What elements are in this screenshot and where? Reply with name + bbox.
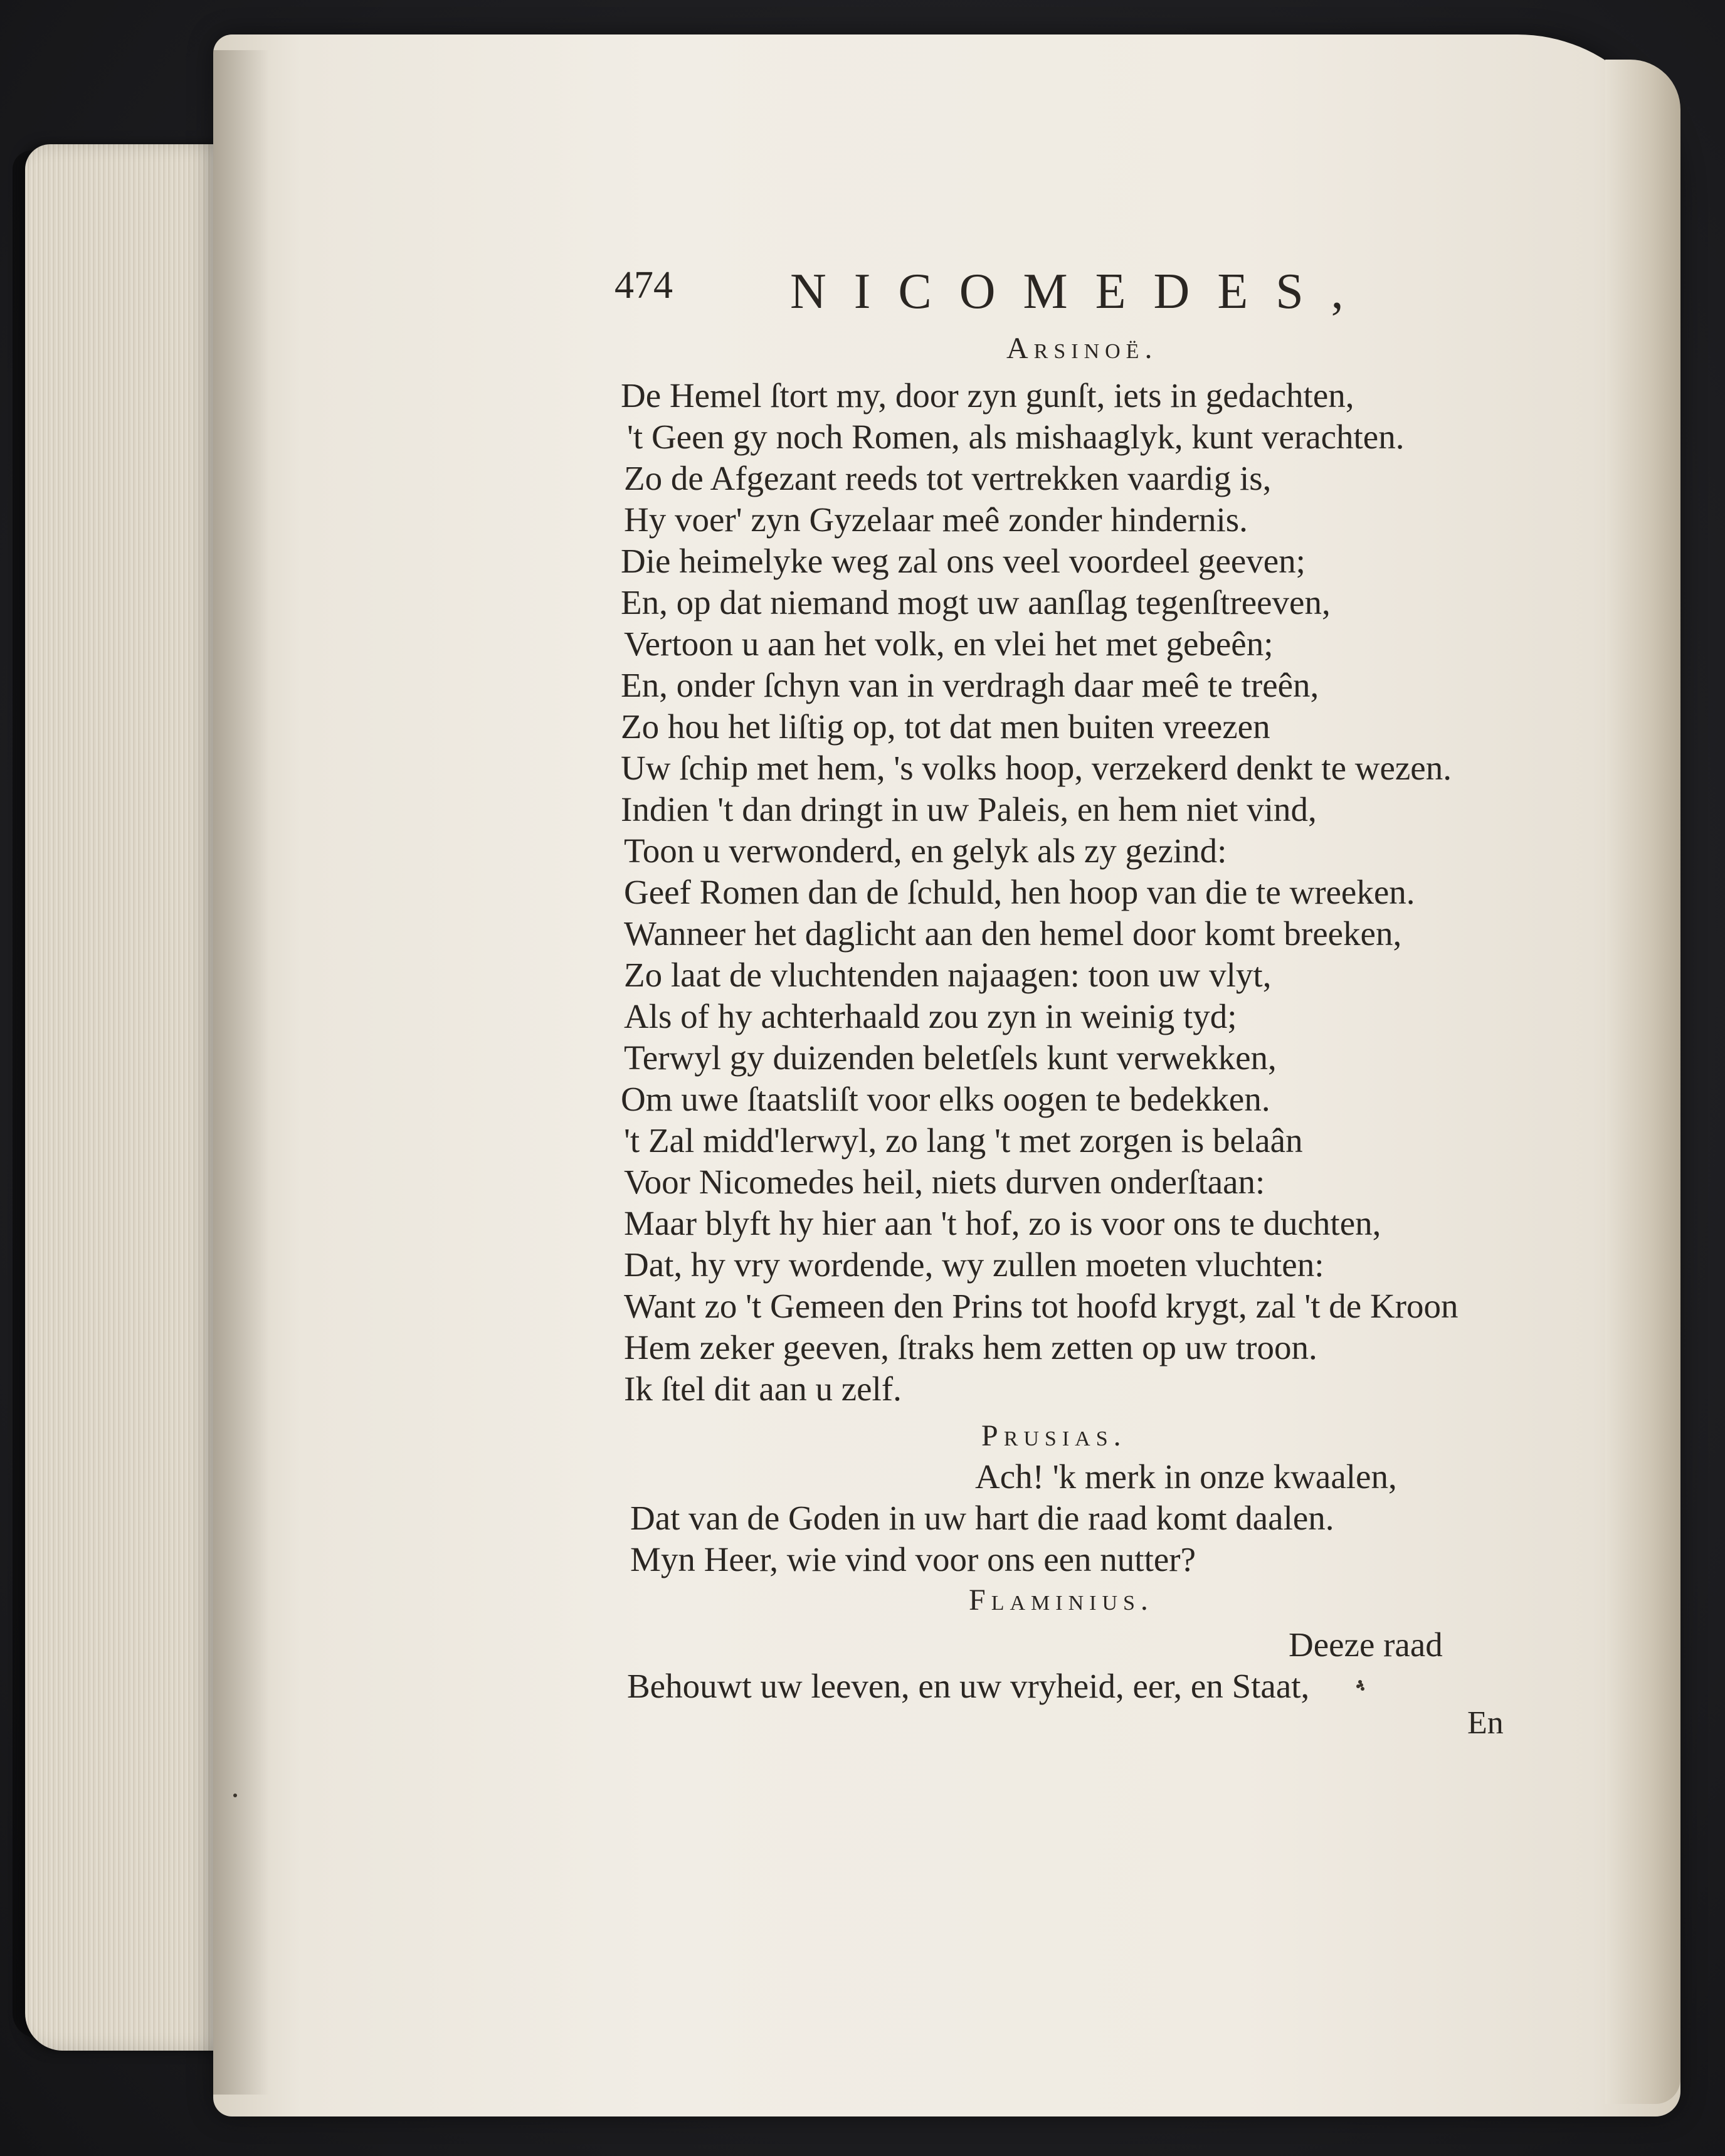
verse-line: 't Geen gy noch Romen, als mishaaglyk, kunt verachten.	[627, 418, 1405, 456]
ink-speck	[1356, 1684, 1360, 1688]
verse-line: Zo hou het liſtig op, tot dat men buiten vreezen	[621, 707, 1270, 746]
verse-line: Deeze raad	[1289, 1625, 1443, 1664]
verse-line: Ik ſtel dit aan u zelf.	[624, 1370, 902, 1408]
speaker-name: Arsinoë.	[1006, 332, 1158, 365]
speaker-name: Prusias.	[981, 1419, 1127, 1452]
verse-line: Dat van de Goden in uw hart die raad komt daalen.	[630, 1499, 1334, 1537]
verse-line: Wanneer het daglicht aan den hemel door komt breeken,	[624, 914, 1402, 953]
ink-speck	[1358, 1680, 1362, 1684]
verse-line: Zo laat de vluchtenden najaagen: toon uw vlyt,	[624, 956, 1272, 994]
verse-line: Want zo 't Gemeen den Prins tot hoofd krygt, zal 't de Kroon	[624, 1287, 1459, 1325]
verse-line: Myn Heer, wie vind voor ons een nutter?	[630, 1540, 1196, 1578]
verse-line: Zo de Afgezant reeds tot vertrekken vaardig is,	[624, 459, 1272, 497]
verse-line: En, onder ſchyn van in verdragh daar meê te treên,	[621, 666, 1319, 704]
verse-line: Om uwe ſtaatsliſt voor elks oogen te bedekken.	[621, 1080, 1270, 1118]
verse-line: 't Zal midd'lerwyl, zo lang 't met zorgen is belaân	[624, 1121, 1303, 1160]
verse-line: Hem zeker geeven, ſtraks hem zetten op uw troon.	[624, 1328, 1317, 1366]
running-title: NICOMEDES,	[790, 264, 1371, 319]
verse-line: Voor Nicomedes heil, niets durven onderſtaan:	[624, 1163, 1265, 1201]
verse-line: Vertoon u aan het volk, en vlei het met gebeên;	[624, 625, 1274, 663]
verse-line: Terwyl gy duizenden beletſels kunt verwekken,	[624, 1038, 1277, 1077]
ink-speck	[1361, 1687, 1364, 1691]
verse-line: Geef Romen dan de ſchuld, hen hoop van die te wreeken.	[624, 873, 1415, 911]
verse-line: Behouwt uw leeven, en uw vryheid, eer, en Staat,	[627, 1667, 1310, 1705]
verse-line: En, op dat niemand mogt uw aanſlag tegenſtreeven,	[621, 583, 1331, 621]
ink-speck	[233, 1794, 237, 1797]
verse-line: De Hemel ſtort my, door zyn gunſt, iets in gedachten,	[621, 376, 1354, 415]
verse-line: Hy voer' zyn Gyzelaar meê zonder hindernis.	[624, 500, 1248, 539]
catchword: En	[1467, 1705, 1504, 1741]
verse-line: Ach! 'k merk in onze kwaalen,	[975, 1457, 1397, 1496]
verse-line: Toon u verwonderd, en gelyk als zy gezind:	[624, 832, 1227, 870]
verse-line: Die heimelyke weg zal ons veel voordeel geeven;	[621, 542, 1306, 580]
speaker-name: Flaminius.	[969, 1583, 1154, 1617]
verse-line: Als of hy achterhaald zou zyn in weinig tyd;	[624, 997, 1237, 1035]
verse-line: Indien 't dan dringt in uw Paleis, en hem niet vind,	[621, 790, 1317, 828]
page-number: 474	[615, 264, 673, 307]
running-head	[615, 263, 1386, 326]
verse-line: Uw ſchip met hem, 's volks hoop, verzekerd denkt te wezen.	[621, 749, 1452, 787]
verse-line: Dat, hy vry wordende, wy zullen moeten vluchten:	[624, 1245, 1324, 1284]
verse-line: Maar blyft hy hier aan 't hof, zo is voor ons te duchten,	[624, 1204, 1381, 1242]
